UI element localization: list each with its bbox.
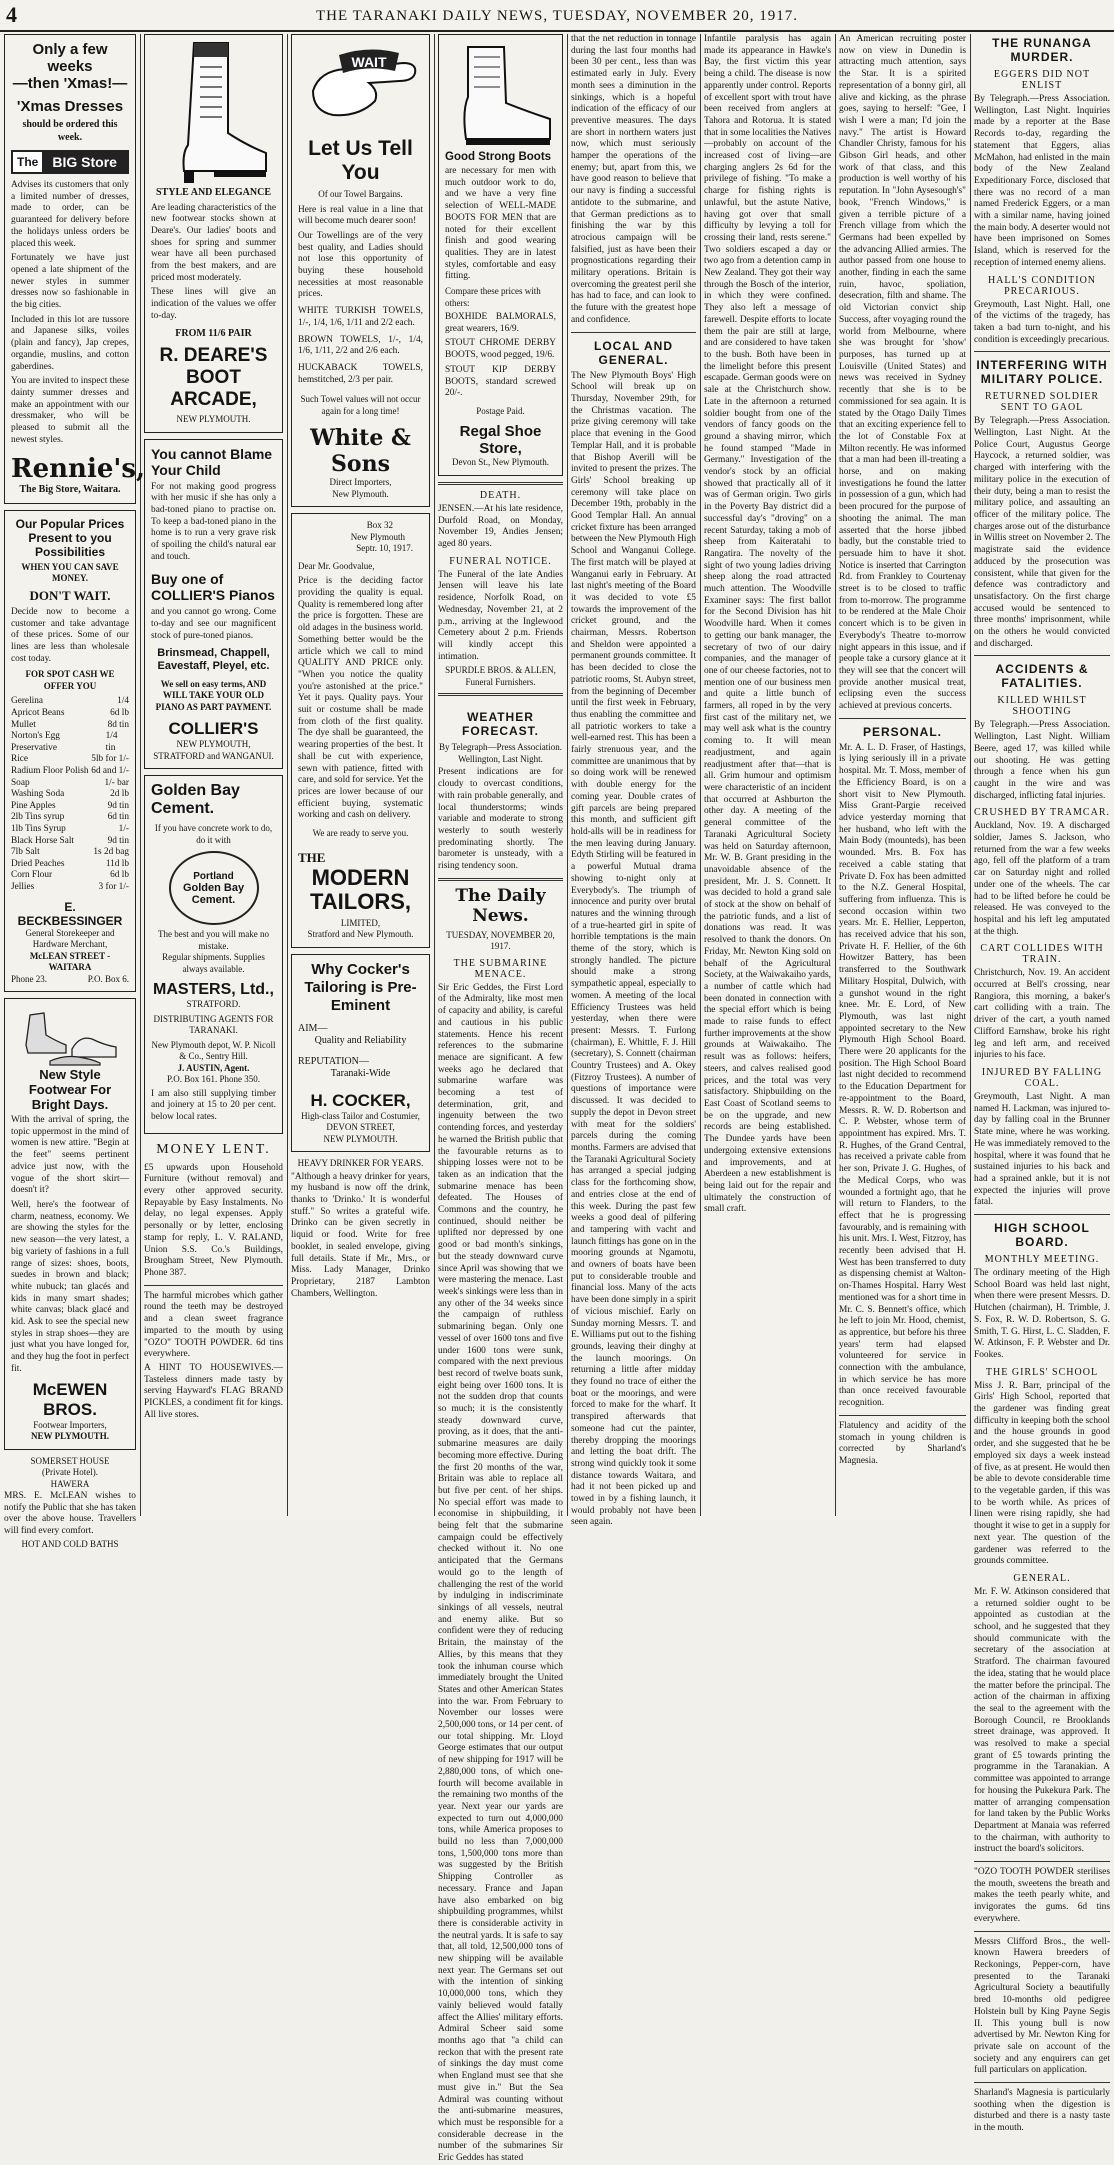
boot-price: STOUT CHROME DERBY BOOTS, wood pegged, 19/6. — [445, 338, 556, 361]
brief-notice: Flatulency and acidity of the stomach in young children is corrected by Sharland's Magnesia. — [839, 1420, 966, 1466]
local-general-text: Infantile paralysis has again made its appearance in Hawke's Bay, the first victim this year being a child. The disease is now apparently under control. Reports of excellent sport with trout have been received from anglers at Tahora and Rotorua. It is stated that in some localities the Natives—probably on account of the increased cost of living—are charging anglers 2s 6d for the privilege of fishing. "To make a charge for fishing rights is unlawful, but the astute Native, having got over that small difficulty by levying a toll for crossing their land, rests serene." Two soldiers escaped a day or two ago from a detention camp in New Zealand. They got their way through the Bosch of the interior, in which they were confined. They also left a message of farewell. Despite efforts to locate them the pair are still at large, and are considered to have taken to the bush. Both have been in the limelight before this present escapade. German goods were on sale at the Christchurch show. Late in the afternoon a returned soldier bought from one of the vendors of fancy goods on the ground a shaving mirror, which he found stamped "Made in Germany." Investigation of the vendor's stock by an official showed that practically all of it was of German origin. Two girls in the Poverty Bay district did a successful day's "droving" on a recent Saturday, taking a mob of sheep from Kaiteratahi to Rangatira. The novelty of the sight of two young ladies driving sheep along the road attracted much attention. The Woodville Examiner says: The first ballot for the Second Division has hit Woodville hard. When it comes to getting our bank manager, the secretary of two of our dairy companies, and the manager of one of our cheese factories, not to mention one of our business men and quite a little bunch of farmers, all roped in by the very first cast of the military net, we may well ask what is the country coming to. It will mean readjustment, and again readjustment after that—that is all. Grim humour and optimism were characteristic of an incident that occurred at Ashburton the other day. A meeting of the general committee of the Taranaki Agricultural Society was held on Saturday afternoon, Mr. W. B. Grant presiding in the unavoidable absence of the president, Mr. J. S. Connett. It was decided to hold a grand sale of stock at the show on behalf of the patriotic funds, and a list of donations was read. It was resolved to thank the donors. On Friday, Mr. Newton King sold on behalf of the Agricultural Society, at the Waiwakaiho yards, a number of cattle which had been donated in connection with the special effort which is being made to raise funds to effect further improvements at the show grounds at Waiwakaiho. The result was as follows: heifers, steers, and calves realised good prices, and the total was very satisfactory. Shipbuilding on the East Coast of Scotland seems to be on the upgrade, and new records are being established. The Dundee yards have been undergoing extensive extensions and improvements, and at Aberdeen a new establishment is being laid out for the repair and ultimately the construction of small craft. — [704, 34, 831, 1215]
funeral-signature: SPURDLE BROS. & ALLEN, Funeral Furnishers. — [445, 665, 556, 687]
brand-name: H. COCKER, — [310, 1090, 411, 1110]
badge-text: Cement. — [191, 893, 236, 906]
divider — [974, 351, 1110, 352]
local-general-text: An American recruiting poster now on view in Dunedin is attracting much attention, says the Star. It is a spirited representation of a bonny girl, all alive and kicking, as the phrase goes, saying to herself: "Gee, I wish I were a man; I'd join the navy." The artist is Howard Chandler Christy, famous for his Gibson Girl heads, and other work of that class, and this production is well worthy of his reputation. In "John Aysesough's" book, "French Windows," is given a terrible picture of a French village from which the Germans had been expelled by the advancing Allied armies. The author passed from one house to another, finding in each the same ruin, havoc, spoliation, desecration, filth and shame. The old Victorian convict ship Success, after voyaging round the world from Melbourne, where she was brought for 'show' purposes, has turned up at Louisville (United States) and news was received in Sydney recently that she is to be commissioned for sea again. It is stated by the Otago Daily Times that an exciting experience fell to the lot of Constable Fox at Milton recently. He was informed that a man had been ill-treating a horse, and on making investigations he found the latter in possession of a gun, which had been procured for the purpose of shooting the animal. The man asserted that the horse jibbed badly, but the constable tried to persuade him to have it shot. Notice is inserted that Carrington Rd. from Frankley to Courtenay street is to be closed to traffic from to-morrow. The programme to be rendered at the Male Choir concert which is to be given in Everybody's Theatre to-morrow night appears in this issue, and if people take a cursory glance at it they will see that the concert will provide another musical treat, eclipsing even the success achieved at previous concerts. — [839, 34, 966, 712]
collier-advert — [144, 439, 283, 770]
price-item: Soap — [11, 777, 30, 788]
dateline: By Telegraph—Press Association. Wellington, Last Night. — [439, 742, 562, 764]
advert-text: Decide now to become a customer and take advantage of these prices. Some of our lines are less than wholesale cost today. — [11, 606, 129, 664]
price-value: 8d tin — [107, 719, 129, 730]
brief-notice: Messrs Clifford Bros., the well-known Hawera breeders of Reckonings, Pepper-corn, have presented to the Taranaki Agricultural Society a beautifully bred 10-months old pedigree Holstein bull by King Payne Segis II. This young bull is now advertised by Mr. Newton King for private sale on account of the society and any enquirers can get full particulars on application. — [974, 1936, 1110, 2076]
subheading: CRUSHED BY TRAMCAR. — [974, 807, 1110, 819]
shoes-illustration — [20, 1005, 120, 1067]
store-trade: General Storekeeper and Hardware Merchant, — [25, 927, 115, 950]
column-4 — [438, 34, 563, 2164]
masthead-title: THE TARANAKI DAILY NEWS, TUESDAY, NOVEMBER 20, 1917. — [316, 8, 798, 24]
mcewen-advert — [4, 998, 136, 1449]
letter-town: New Plymouth — [350, 531, 405, 542]
price-row — [11, 789, 129, 801]
white-sons-advert — [291, 34, 430, 507]
subheading: KILLED WHILST SHOOTING — [997, 695, 1087, 718]
subheading: EGGERS DID NOT ENLIST — [993, 69, 1091, 91]
brand-name: Rennie's, — [11, 454, 146, 485]
cement-badge — [169, 851, 259, 925]
subheading: HALL'S CONDITION PRECARIOUS. — [987, 274, 1097, 297]
divider — [974, 1861, 1110, 1862]
price-item: 1lb Tins Syrup — [11, 824, 66, 835]
advert-text: With the arrival of spring, the topic uppermost in the mind of women is new attire. "Begin at the feet" seems pertinent advice just now, with the vogue of the short skirt—doesn't it? — [11, 1115, 129, 1196]
price-item: Apricot Beans — [11, 708, 65, 719]
brand-town: NEW PLYMOUTH. — [176, 414, 251, 425]
big-store-logo — [11, 150, 129, 174]
price-row — [11, 731, 129, 754]
news-text: Greymouth, Last Night. A man named H. Lackman, was injured to-day by falling coal in the Brunner State mine, where he was working. He was immediately removed to the hospital, where it was found that he sustained injuries to his back and had a sprained ankle, but it is not expected the injuries will prove fatal. — [974, 1092, 1110, 1208]
brand-street: DEVON STREET, — [326, 1122, 395, 1133]
towel-price: BROWN TOWELS, 1/-, 1/4, 1/6, 1/11, 2/2 and 2/6 each. — [298, 334, 423, 357]
brand-name: MODERN TAILORS, — [309, 864, 412, 914]
column-rule — [434, 34, 435, 1516]
depot-line: New Plymouth depot, W. P. Nicoll & Co., Sentry Hill. — [151, 1039, 276, 1062]
price-value: 6d lb — [110, 870, 129, 881]
logo-text: The — [13, 152, 42, 172]
boot-illustration — [446, 41, 556, 151]
advert-text: Our Towellings are of the very best quality, and Ladies should not lose this opportunity of buying these household necessities at most reasonable prices. — [298, 230, 423, 300]
price-value: 1s 2d bag — [93, 847, 129, 858]
somerset-house-notice — [4, 1456, 136, 1551]
funeral-notice: The Funeral of the late Andies Jensen will leave his late residence, Norfolk Road, on Wednesday, November 21, at 2 p.m., arriving at the Inglewood Cemetery about 2 p.m. Friends will kindly accept this intimation. — [438, 569, 563, 662]
section-heading: LOCAL AND GENERAL. — [594, 338, 673, 367]
price-row — [11, 754, 129, 766]
price-item: Mullet — [11, 719, 36, 730]
subheading: GENERAL. — [1013, 1572, 1071, 1584]
leader-continued: that the net reduction in tonnage during the last four months had been 30 per cent., less than was estimated early in July. Every month sees a diminution in the sinkings, which is a hopeful indication of the efficacy of our preventive measures. The days are short in northern waters just now, which must seriously hamper the operations of the enemy; but, apart from this, we have good reason to believe that our navy is finding a successful antidote to the submarine, and that German predictions as to finishing the war by this atrocious campaign will be falsified, just as have been their prognostications regarding their military operations. Britain is overcoming the greatest peril she has had to face, and can look to the future with the greatest hope and confidence. — [571, 34, 696, 325]
agent-name: J. AUSTIN, Agent. — [177, 1062, 250, 1073]
notice-heading: SOMERSET HOUSE — [30, 1455, 110, 1466]
advert-heading: Our Popular Prices Present to you Possibilities — [15, 516, 125, 559]
news-text: By Telegraph.—Press Association. Wellington, Last Night. William Beere, aged 17, was killed while out shooting. He was getting through a fence when his gun caught in the wire and was discharged, inflicting fatal injuries. — [974, 720, 1110, 801]
regal-shoe-advert — [438, 34, 563, 476]
advert-text: For not making good progress with her music if she has only a bad-toned piano to practise on. To keep a bad-toned piano in the home is to run a very grave risk of spoiling the child's natural ear and touch. — [151, 481, 276, 562]
personal-text: Mr. A. L. D. Fraser, of Hastings, is lying seriously ill in a private hospital. Mr. T. Moss, member of the Efficiency Board, is on a short visit to New Plymouth. Miss Grant-Pargie received advice yesterday morning that her husband, who left with the Main Body (mounteds), has been wounded. Mrs. B. Fox has received a cable stating that Private D. Fox has been admitted to the N.Z. General Hospital, suffering from influenza. This is second occasion within two years. Mr. E. Hellier, Lepperton, has received advice that his son, Private H. F. Hellier, of the 6th Howitzer Battery, has been transferred to the Southwark Military Hospital, Dulwich, with a gunshot wound in the right knee. Mr. E. Lord, of New Plymouth, was last night appointed secretary to the New Plymouth High School Board. There were 20 applicants for the position. The High School Board last night decided to recommend to the Education Department for re-appointment to the Board, Messrs. R. W. D. Robertson and C. P. Webster, whose term of appointment has expired. Mrs. T. R. Hughes, of the Grand Central, has received a private cable from her son, Private J. G. Hughes, of the Medical Corps, who was wounded a fortnight ago, that he will return to Flanders, to the effect that he is progressing favourably, and is remaining with his unit. Mrs. I. West, Fitzroy, has recently been advised that H. West has been transferred to duty as dispensing chemist at Walton-on-Thames Hospital. Harry West mentioned was for a short time in Mr. C. S. Bennett's office, which he left to join Mr. Hood, chemist, as apprentice, but before his three years' term had elapsed volunteered for service in connection with the ambulance, in which service he has more than once received favourable recognition. — [839, 742, 966, 1409]
column-2 — [144, 34, 283, 1516]
advert-heading: Good Strong Boots — [445, 151, 552, 163]
price-item: Pine Apples — [11, 800, 56, 811]
advert-line: Only a few weeks — [32, 41, 108, 75]
column-3 — [291, 34, 430, 1516]
brand-name: BOOT ARCADE, — [170, 367, 257, 411]
subheading: MONTHLY MEETING. — [984, 1254, 1100, 1266]
price-item: 2lb Tins syrup — [11, 812, 65, 823]
column-rule — [700, 34, 701, 1516]
weather-text: Present indications are for cloudy to overcast conditions, with rain probable generally, and local thunderstorms; winds variable and moderate to strong westerly to south westerly predominating shortly. The barometer is unsteady, with a rising tendency soon. — [438, 767, 563, 872]
paper-date: TUESDAY, NOVEMBER 20, 1917. — [446, 929, 555, 952]
drinko-notice — [291, 1158, 430, 1300]
notice-text: "Although a heavy drinker for years, my husband is now off the drink, thanks to 'Drinko.' It is wonderful stuff." So writes a grateful wife. Drinko can be given secretly in liquid or food. Write for free booklet, in sealed envelope, giving full details. State if Mr., Mrs., or Miss. Lady Manager, Drinko Proprietary, 2187 Lambton Chambers, Wellington. — [291, 1171, 430, 1299]
money-lent-advert — [144, 1142, 283, 1422]
column-rule — [835, 34, 836, 1516]
brand-name: COLLIER'S — [168, 719, 259, 739]
price-item: Rice — [11, 754, 29, 765]
price-value: 5lb for 1/- — [91, 754, 129, 765]
brand-subtitle: Footwear Importers, — [33, 1419, 107, 1430]
piano-brands: Brinsmead, Chappell, Eavestaff, Pleyel, etc. — [157, 646, 270, 672]
brand-town: NEW PLYMOUTH. — [30, 1431, 109, 1442]
letter-salutation: Dear Mr. Goodvalue, — [298, 560, 375, 571]
brand-subtitle: LIMITED, — [340, 917, 381, 928]
advert-heading: 'Xmas Dresses — [16, 98, 124, 115]
column-7 — [839, 34, 966, 1516]
advert-text: We sell on easy terms, AND WILL TAKE YOUR OLD PIANO AS PART PAYMENT. — [155, 678, 272, 712]
price-row — [11, 778, 129, 790]
advert-subheading: should be ordered this week. — [22, 119, 118, 143]
banner-text: WAIT — [351, 54, 386, 70]
subheading: INJURED BY FALLING COAL. — [981, 1067, 1103, 1089]
agent-contact: P.O. Box 161. Phone 350. — [166, 1074, 260, 1085]
advert-heading: You cannot Blame Your Child — [151, 445, 273, 478]
notice-heading: HEAVY DRINKER FOR YEARS. — [297, 1158, 424, 1169]
column-rule — [970, 34, 971, 1516]
advert-heading: Why Cocker's Tailoring is Pre-Eminent — [304, 960, 417, 1014]
advert-heading: MONEY LENT. — [156, 1141, 271, 1157]
price-row — [11, 859, 129, 871]
rennies-advert — [4, 34, 146, 504]
price-row — [11, 720, 129, 732]
brief-notice: Sharland's Magnesia is particularly soothing when the digestion is disturbed and there is a nasty taste in the mouth. — [974, 2088, 1110, 2134]
divider — [144, 1285, 283, 1286]
price-row — [11, 836, 129, 848]
brand-town: STRATFORD. — [186, 999, 241, 1010]
reputation-text: Taranaki-Wide — [330, 1068, 391, 1080]
section-heading: PERSONAL. — [862, 724, 942, 739]
price-item: Corn Flour — [11, 870, 53, 881]
beckbessinger-advert — [4, 510, 136, 992]
column-1 — [4, 34, 146, 1549]
store-po-box: P.O. Box 6. — [87, 973, 129, 984]
price-item: Gerelina — [11, 696, 44, 707]
divider — [839, 718, 966, 719]
death-notice: JENSEN.—At his late residence, Durfold Road, on Monday, November 19, Andies Jensen; aged 80 years. — [438, 503, 563, 550]
price-item: 7lb Salt — [11, 847, 40, 858]
section-heading: ACCIDENTS & FATALITIES. — [995, 662, 1089, 691]
price-value: 6d tin — [107, 812, 129, 823]
section-heading: INTERFERING WITH MILITARY POLICE. — [976, 358, 1108, 387]
hand-wait-illustration — [299, 41, 423, 137]
brand-prefix: THE — [298, 849, 326, 865]
letter-date: Septr. 10, 1917. — [356, 543, 413, 554]
advert-text: Regular shipments. Supplies always available. — [162, 952, 265, 974]
masthead — [0, 0, 1114, 32]
price-value: 9d tin — [107, 800, 129, 811]
advert-price: FROM 11/6 PAIR — [175, 327, 252, 339]
advert-heading: Golden Bay Cement. — [151, 782, 240, 818]
brand-subtitle: Direct Importers, — [329, 477, 392, 488]
boot-illustration — [154, 37, 274, 187]
brand-name: R. DEARE'S — [159, 345, 268, 367]
letter-box: Box 32 — [366, 520, 393, 531]
reputation-label: REPUTATION— — [298, 1055, 369, 1067]
price-row — [11, 824, 129, 836]
advert-heading: New Style Footwear For Bright Days. — [28, 1067, 112, 1113]
brand-name: MASTERS, Ltd., — [153, 981, 274, 999]
price-row — [11, 766, 129, 778]
divider — [438, 878, 563, 881]
advert-text: These lines will give an indication of the values we offer to-day. — [151, 287, 276, 321]
leader-text: Sir Eric Geddes, the First Lord of the Admiralty, like most men of capacity and ability, is careful and cautious in his public statements. Hence his recent references to the submarine menace are significant. A few weeks ago he declared that submarine warfare was becoming a test of determination, grit, and ingenuity between the two contending forces, and yesterday he warned the British public that the favourable returns as to shipping losses were not to be taken as an indication that the submarine menace has been defeated. The Houses of Commons and the country, he continued, should neither be uplifted nor depressed by one good or bad month's sinkings, but the steady downward curve since April was showing that we were mastering the menace. Last week's sinkings were less than in any other of the 34 weeks since the campaign of ruthless submarining began. Only one vessel of over 1600 tons and five under 1600 tons were sunk, compared with the next previous best record of twelve boats sunk, eight being over 1600 tons. It is not the sudden drop that counts so much; it is the consistently steady downward curve, proving, as it does, that the anti-submarine measures are daily becoming more effective. During the first 20 months of the war, Britain was able to replace all but five per cent. of her ships. No special effort was made to economise in shipbuilding, it being felt that the submarine campaign could be effectively checked without it. No one anticipated that the Germans would go to the length of challenging the rest of the world by indulging in indiscriminate sinkings of all vessels, neutral and enemy alike. But so confident were they of reducing Britain, the mainstay of the Allies, by this means that they took the inhuman course which immediately brought the United States and other American States into the war. From February to November our losses were 2,500,000 tons, or 14 per cent. of our total shipping. Mr. Lloyd George estimates that our output of new shipping for 1917 will be 2,880,000 tons, of which one-fourth will become available in the remaining two months of the year. Next year our yards are expected to turn out 4,000,000 tons, while America proposes to build no less than 7,000,000 tons, 1,500,000 tons more than was suggested by the British Shipping Controller as necessary. France and Japan have also embarked on big shipbuilding programmes, whilst there is considerable activity in the neutral yards. It is safe to say that, all told, 12,500,000 tons of new shipping will be available next year. The Germans set out with the intention of sinking 10,000,000 tons, which they vainly believed would fatally affect the Allies' military efforts. Admiral Scheer said some months ago that "a child can reckon that with the present rate of sinkings the day must come when England must see that she must give in." But the Sea Admiral was counting without the anti-submarine measures, which must be responsible for a considerable decrease in the number of the submarines Sir Eric Geddes has stated — [438, 982, 563, 2164]
price-value: 1/4 tin — [105, 731, 118, 753]
notice-town: HAWERA — [50, 1478, 90, 1489]
store-name: E. BECKBESSINGER — [17, 899, 123, 928]
divider — [839, 1415, 966, 1416]
advert-text: Compare these prices with others: — [445, 286, 541, 308]
advert-heading: Let Us Tell You — [308, 137, 413, 184]
letter-text: Price is the deciding factor providing the quality is equal. Quality is remembered long after the price is forgotten. These are old adages in the business world. Something better would be the article which we call to mind QUALITY AND PRICE only. "When you notice the quality you're astonished at the price." Yet it pays. Quality pays. Your suit or costume shall be made from cloth of the first quality. The dye shall be guaranteed, the wearing properties of the best. It shall be cut with experience, sewn with patience, fitted with care, and sold for service. Yet the prices are lower because of our efficient buying, systematic working and cash on delivery. — [298, 576, 423, 821]
local-general-text: The New Plymouth Boys' High School will break up on Thursday, November 29th, for the Christmas vacation. The prize giving ceremony will take place that evening in the Good Templar Hall, and it is probable that Bishop Averill will be invited to present the prizes. The Girls' School breaking up ceremony will take place on December 19th, probably in the Good Templar Hall. An annual cricket fixture has been arranged between the New Plymouth High School and Wanganui College. The first match will be played at Wanganui early in February. At last night's meeting of the Board it was decided to vote £5 towards the improvement of the cricket ground, and the chairman, Messrs. Robertson and Sheldon were appointed a permanent grounds committee. It has been decided to close the patriotic rooms, St. Aubyn street, from the beginning of December until the first week in February, thus enabling the committee and all patriotic workers to take a well-earned rest. This has been a fairly strenuous year, and the committee are unanimous that by so doing work will be renewed with double energy for the coming year. Double crates of gift parcels are being prepared this month, and sufficient gift hold-alls will be in readiness for the men leaving during January. Edyth Stirling will be featured in a powerful Mutual drama showing to-night only at Everybody's. The triumph of innocence and purity over brutal natures and the winning through of a true-hearted girl in spite of horrible temptations is the main theme of the story, which is strongly handled. The picture should make a strong sympathetic appeal, especially to women. A meeting of the local Efficiency Trustees was held yesterday, when there were present: Messrs. T. Furlong (chairman), E. Whittle, F. J. Hill (secretary), S. Connett (chairman Country Trustees) and A. Okey (Fitzroy Trustees). A number of questions of importance were discussed. It was decided to supply the depot in Devon street with meat for the soldiers' parcels during the coming months. Farmers are advised that the Taranaki Agricultural Society has arranged a special judging class for the forthcoming show, and entries close at the end of this week. During the past few weeks a good deal of pilfering and tampering with vacht and launch fittings has gone on in the mooring grounds at Ngamotu, and owners of boats have been put to considerable trouble and financial loss. Many of the acts have been done simply in a spirit of vicious mischief. Early on Sunday morning Messrs. T. and E. Williams put out to the fishing grounds, leaving their dinghy at the launch moorings. On returning a little after midday they found no trace of either the boat or the moorings, and were forced to make for the wharf. It transpired afterwards that someone had cut the painter, thereby dropping the moorings and letting the boat drift. The strong wind quickly took it some distance towards Waitara, and had it not been picked up and towed in by a fishing launch, it would probably not have been seen again. — [571, 370, 696, 1528]
agents-line: DISTRIBUTING AGENTS FOR TARANAKI. — [153, 1013, 274, 1036]
brief-notice: "OZO TOOTH POWDER sterilises the mouth, sweetens the breath and makes the teeth pearly white, and invigorates the gums. 6d tins everywhere. — [974, 1867, 1110, 1924]
advert-text: We are ready to serve you. — [312, 828, 409, 839]
advert-subheading: If you have concrete work to do, do it with — [154, 823, 273, 845]
divider — [974, 1214, 1110, 1215]
advert-slogan: DON'T WAIT. — [29, 587, 111, 603]
advert-text: Advises its customers that only a limited number of dresses, made to order, can be guaranteed for delivery before the holidays unless orders be placed this week. — [11, 180, 129, 249]
notice-subheading: (Private Hotel). — [42, 1467, 98, 1478]
brand-town: New Plymouth. — [332, 488, 389, 499]
brand-name: McEWEN BROS. — [32, 1379, 108, 1419]
price-list-heading: FOR SPOT CASH WE OFFER YOU — [25, 669, 115, 691]
price-item: Washing Soda — [11, 789, 65, 800]
advert-text: Fortunately we have just opened a late shipment of the newer styles in summer dresses now so fashionable in the big cities. — [11, 253, 129, 311]
brief-notice: The harmful microbes which gather round the teeth may be destroyed and a clean sweet fragrance imparted to the mouth by using "OZO" TOOTH POWDER. 6d tins everywhere. — [144, 1290, 283, 1360]
brand-town: NEW PLYMOUTH, STRATFORD and WANGANUI. — [153, 739, 274, 761]
cocker-advert — [291, 954, 430, 1153]
price-row — [11, 812, 129, 824]
divider — [974, 1931, 1110, 1932]
advert-text: Included in this lot are tussore and Japanese silks, voiles (plain and fancy), Jap crepes, organdie, muslins, and cotton gaberdines. — [11, 314, 129, 372]
brief-notice: A HINT TO HOUSEWIVES.—Tasteless dinners made tasty by serving Hayward's FLAG BRAND PICKLES, a condiment fit for kings. All live stores. — [144, 1362, 283, 1420]
brand-town: NEW PLYMOUTH. — [323, 1133, 398, 1144]
postage-note: Postage Paid. — [476, 405, 525, 416]
badge-text: Portland — [193, 870, 234, 882]
price-list — [11, 696, 129, 893]
price-value: 3 for 1/- — [98, 881, 129, 892]
store-phone: Phone 23. — [11, 973, 47, 984]
price-row — [11, 708, 129, 720]
advert-text: Here is real value in a line that will become much dearer soon! — [298, 204, 423, 227]
modern-tailors-advert — [291, 513, 430, 947]
price-value: 2d lb — [110, 789, 129, 800]
divider — [438, 693, 563, 696]
advert-text: Of our Towel Bargains. — [318, 189, 403, 199]
price-value: 1/4 — [117, 696, 129, 707]
advert-text: are necessary for men with much outdoor work to do, and we have a very fine selection of WELL-MADE BOOTS FOR MEN that are noted for their excellent finish and good wearing qualities. They are in latest styles, comfortable and easy fitting. — [445, 166, 556, 282]
brand-address: Devon St., New Plymouth. — [451, 457, 549, 468]
divider — [571, 332, 696, 333]
deare-advert — [144, 34, 283, 433]
advert-line: —then 'Xmas!— — [12, 75, 128, 92]
advert-text: The best and you will make no mistake. — [158, 929, 269, 951]
aim-label: AIM— — [298, 1022, 328, 1034]
store-address: McLEAN STREET - WAITARA — [29, 950, 111, 973]
price-row — [11, 870, 129, 882]
towel-price: HUCKABACK TOWELS, hemstitched, 2/3 per pair. — [298, 362, 423, 385]
news-text: Christchurch, Nov. 19. An accident occurred at Bell's crossing, near Rangiora, this morning, a baker's cart colliding with a train. The driver of the cart, a youth named Clifford Earnshaw, broke his right leg and left arm, and received injuries to his face. — [974, 968, 1110, 1061]
subheading: CART COLLIDES WITH TRAIN. — [980, 943, 1104, 966]
news-text: Miss J. R. Barr, principal of the Girls' High School, reported that the gardener was finding great difficulty in keeping both the school and the house grounds in good order, and she suggested that he be employed six days a week instead of five, as at present. He would then be able to devote considerable time to the vegetable garden, if this was to be worth while. As prices of linen were rising rapidly, she had thought it wise to get in a supply for next year. The question of the gardener was referred to the grounds committee. — [974, 1380, 1111, 1567]
price-item: Black Horse Salt — [11, 835, 74, 846]
advert-subheading: WHEN YOU CAN SAVE MONEY. — [21, 561, 119, 584]
brand-subtitle: The Big Store, Waitara. — [19, 484, 121, 496]
subheading: RETURNED SOLDIER SENT TO GAOL — [984, 391, 1100, 414]
store-contact — [11, 974, 129, 986]
column-8 — [974, 34, 1111, 2134]
divider — [974, 2082, 1110, 2083]
price-item: Radium Floor Polish — [11, 766, 89, 777]
brand-town: Stratford and New Plymouth. — [307, 929, 414, 940]
section-heading: WEATHER FORECAST. — [461, 710, 539, 739]
page-number: 4 — [6, 2, 17, 27]
badge-text: Golden Bay — [182, 881, 245, 894]
section-heading: THE RUNANGA MURDER. — [992, 36, 1092, 64]
price-row — [11, 696, 129, 708]
advert-heading: Buy one of COLLIER'S Pianos — [151, 571, 275, 604]
logo-text: BIG Store — [42, 152, 127, 172]
divider — [438, 482, 563, 485]
section-heading: FUNERAL NOTICE. — [449, 555, 552, 567]
subheading: THE GIRLS' SCHOOL — [985, 1366, 1099, 1378]
news-text: The ordinary meeting of the High School Board was held last night, when there were present Messrs. D. Hutchen (chairman), H. Trimble, J. S. Fox, R. W. D. Robertson, S. G. Smith, T. G. Hirst, L. C. Sladden, F. W. Atkinson, F. P. Webster and Dr. Fookes. — [974, 1268, 1110, 1360]
advert-text: I am also still supplying timber and joinery at 15 to 20 per cent. below local rates. — [151, 1088, 276, 1122]
section-heading: HIGH SCHOOL BOARD. — [994, 1221, 1090, 1250]
notice-text: MRS. E. McLEAN wishes to notify the Public that she has taken over the above house. Travellers will find every comfort. — [4, 1491, 136, 1537]
price-value: 6d and 1/- — [91, 766, 129, 777]
aim-text: Quality and Reliability — [314, 1035, 407, 1047]
advert-text: You are invited to inspect these dainty summer dresses and make an appointment with our dressmaker, who will be pleased to submit all the newest styles. — [11, 376, 129, 445]
masters-cement-advert — [144, 775, 283, 1134]
price-value: 1/- — [118, 824, 129, 835]
advert-text: and you cannot go wrong. Come to-day and see our magnificent stock of pure-toned pianos. — [151, 607, 276, 641]
column-rule — [140, 34, 141, 1516]
column-rule — [567, 34, 568, 1516]
section-heading: DEATH. — [479, 489, 522, 501]
column-5 — [571, 34, 696, 1528]
price-row — [11, 847, 129, 859]
news-text: By Telegraph.—Press Association. Wellington, Last Night. At the Police Court, Augustus George Haycock, a returned soldier, was charged with interfering with the military police in the execution of their duty, being a man to resist the military police, and assaulting an officer of the military police. The charges arose out of the disturbance in Willis street on November 2. The magistrate said the evidence adduced by the prosecution was consistent, while that given for the defence was contradictory and unsatisfactory. On the first charge accused would be sentenced to three months' imprisonment, while on the others he would convicted and discharged. — [974, 416, 1110, 649]
column-rule — [287, 34, 288, 1516]
news-text: Mr. F. W. Atkinson considered that a returned soldier ought to be appointed as custodian at the school, and he suggested that they should communicate with the secretary of the association at Stratford. The chairman favoured the idea, stating that he would place the matter before the principal. The action of the chairman in affixing the seal to the agreement with the Borough Council, re Brooklands street drainage, was approved. It was resolved to make a special grant of £5 towards printing the programme in the Taranakian. A committee was appointed to arrange for housing the Pukekura Park. The matter of arranging compensation for land taken by the Public Works Department at Manaia was referred to the chairman, with authority to instruct the board's solicitors. — [974, 1586, 1110, 1855]
divider — [974, 655, 1110, 656]
column-6 — [704, 34, 831, 1516]
brand-subtitle: High-class Tailor and Costumier, — [301, 1110, 420, 1121]
price-item: Jellies — [11, 881, 35, 892]
price-value: 9d tin — [107, 835, 129, 846]
brand-name: White & Sons — [310, 425, 411, 478]
leader-heading: THE SUBMARINE MENACE. — [453, 957, 548, 980]
boot-price-list — [445, 312, 556, 400]
news-text: Greymouth, Last Night. Hall, one of the victims of the tragedy, has taken a bad turn to-night, and his condition is exceedingly precarious. — [974, 299, 1110, 345]
brand-name: Regal Shoe Store, — [459, 423, 542, 458]
price-item: Dried Peaches — [11, 858, 65, 869]
towel-price: WHITE TURKISH TOWELS, 1/-, 1/4, 1/6, 1/11 and 2/2 each. — [298, 306, 423, 328]
notice-footer: HOT AND COLD BATHS — [21, 1538, 119, 1549]
news-text: Auckland, Nov. 19. A discharged soldier, James S. Jackson, who returned from the war a few weeks ago, fell off the platform of a tram car on Saturday night and rolled under one of the wheels. The car had to be lifted before he could be released. He was conveyed to the hospital and his left leg amputated at the thigh. — [974, 821, 1110, 937]
advert-heading: STYLE AND ELEGANCE — [155, 187, 272, 198]
price-value: 11d lb — [105, 858, 129, 869]
price-item: Norton's Egg Preservative — [11, 731, 60, 753]
boot-price: BOXHIDE BALMORALS, great wearers, 16/9. — [445, 312, 556, 334]
boot-price: STOUT KIP DERBY BOOTS, standard screwed 20/-. — [445, 364, 556, 399]
advert-text: Well, here's the footwear of charm, neatness, economy. We are showing the styles for the new season—the very latest, a big variety of fashions in a full range of sizes: shoes, boots, suedes in brown and black; white nubuck; tan glacés and kids in many smart shades; white canvas; black glacé and kid. Ask to see the special new styles in strap shoes—they are just what you have longed for, and they hug the foot in perfect fit. — [11, 1200, 129, 1374]
advert-text: Are leading characteristics of the new footwear stocks shown at Deare's. Our ladies' boots and shoes for spring and summer wear have all been purchased from the best makers, and are priced most moderately. — [151, 202, 276, 283]
advert-text: £5 upwards upon Household Furniture (without removal) and every other approved security. Repayable by Easy Instalments. No delay, no legal expenses. Apply personally or by letter, enclosing stamp for reply, L. V. RALAND, Union S.S. Co.'s Buildings, Brougham Street, New Plymouth. Phone 387. — [144, 1162, 283, 1278]
advert-text: Such Towel values will not occur again for a long time! — [300, 394, 421, 416]
price-value: 1/- bar — [104, 777, 129, 788]
news-text: By Telegraph.—Press Association. Wellington, Last Night. Inquiries made by a reporter at the Base Records to-day, regarding the statement that Eggers, alias McMahon, had enlisted in the main body of the New Zealand Expeditionary Force, disclosed that there was no record of a man named Frederick Eggers, or a man with a similar name, having joined the main body. A deserter would not have been imprisoned on Somes Island, which is reserved for the reception of interned enemy aliens. — [974, 94, 1110, 268]
price-row — [11, 882, 129, 894]
paper-title: The Daily News. — [455, 885, 546, 926]
price-value: 6d lb — [110, 708, 129, 719]
price-row — [11, 801, 129, 813]
